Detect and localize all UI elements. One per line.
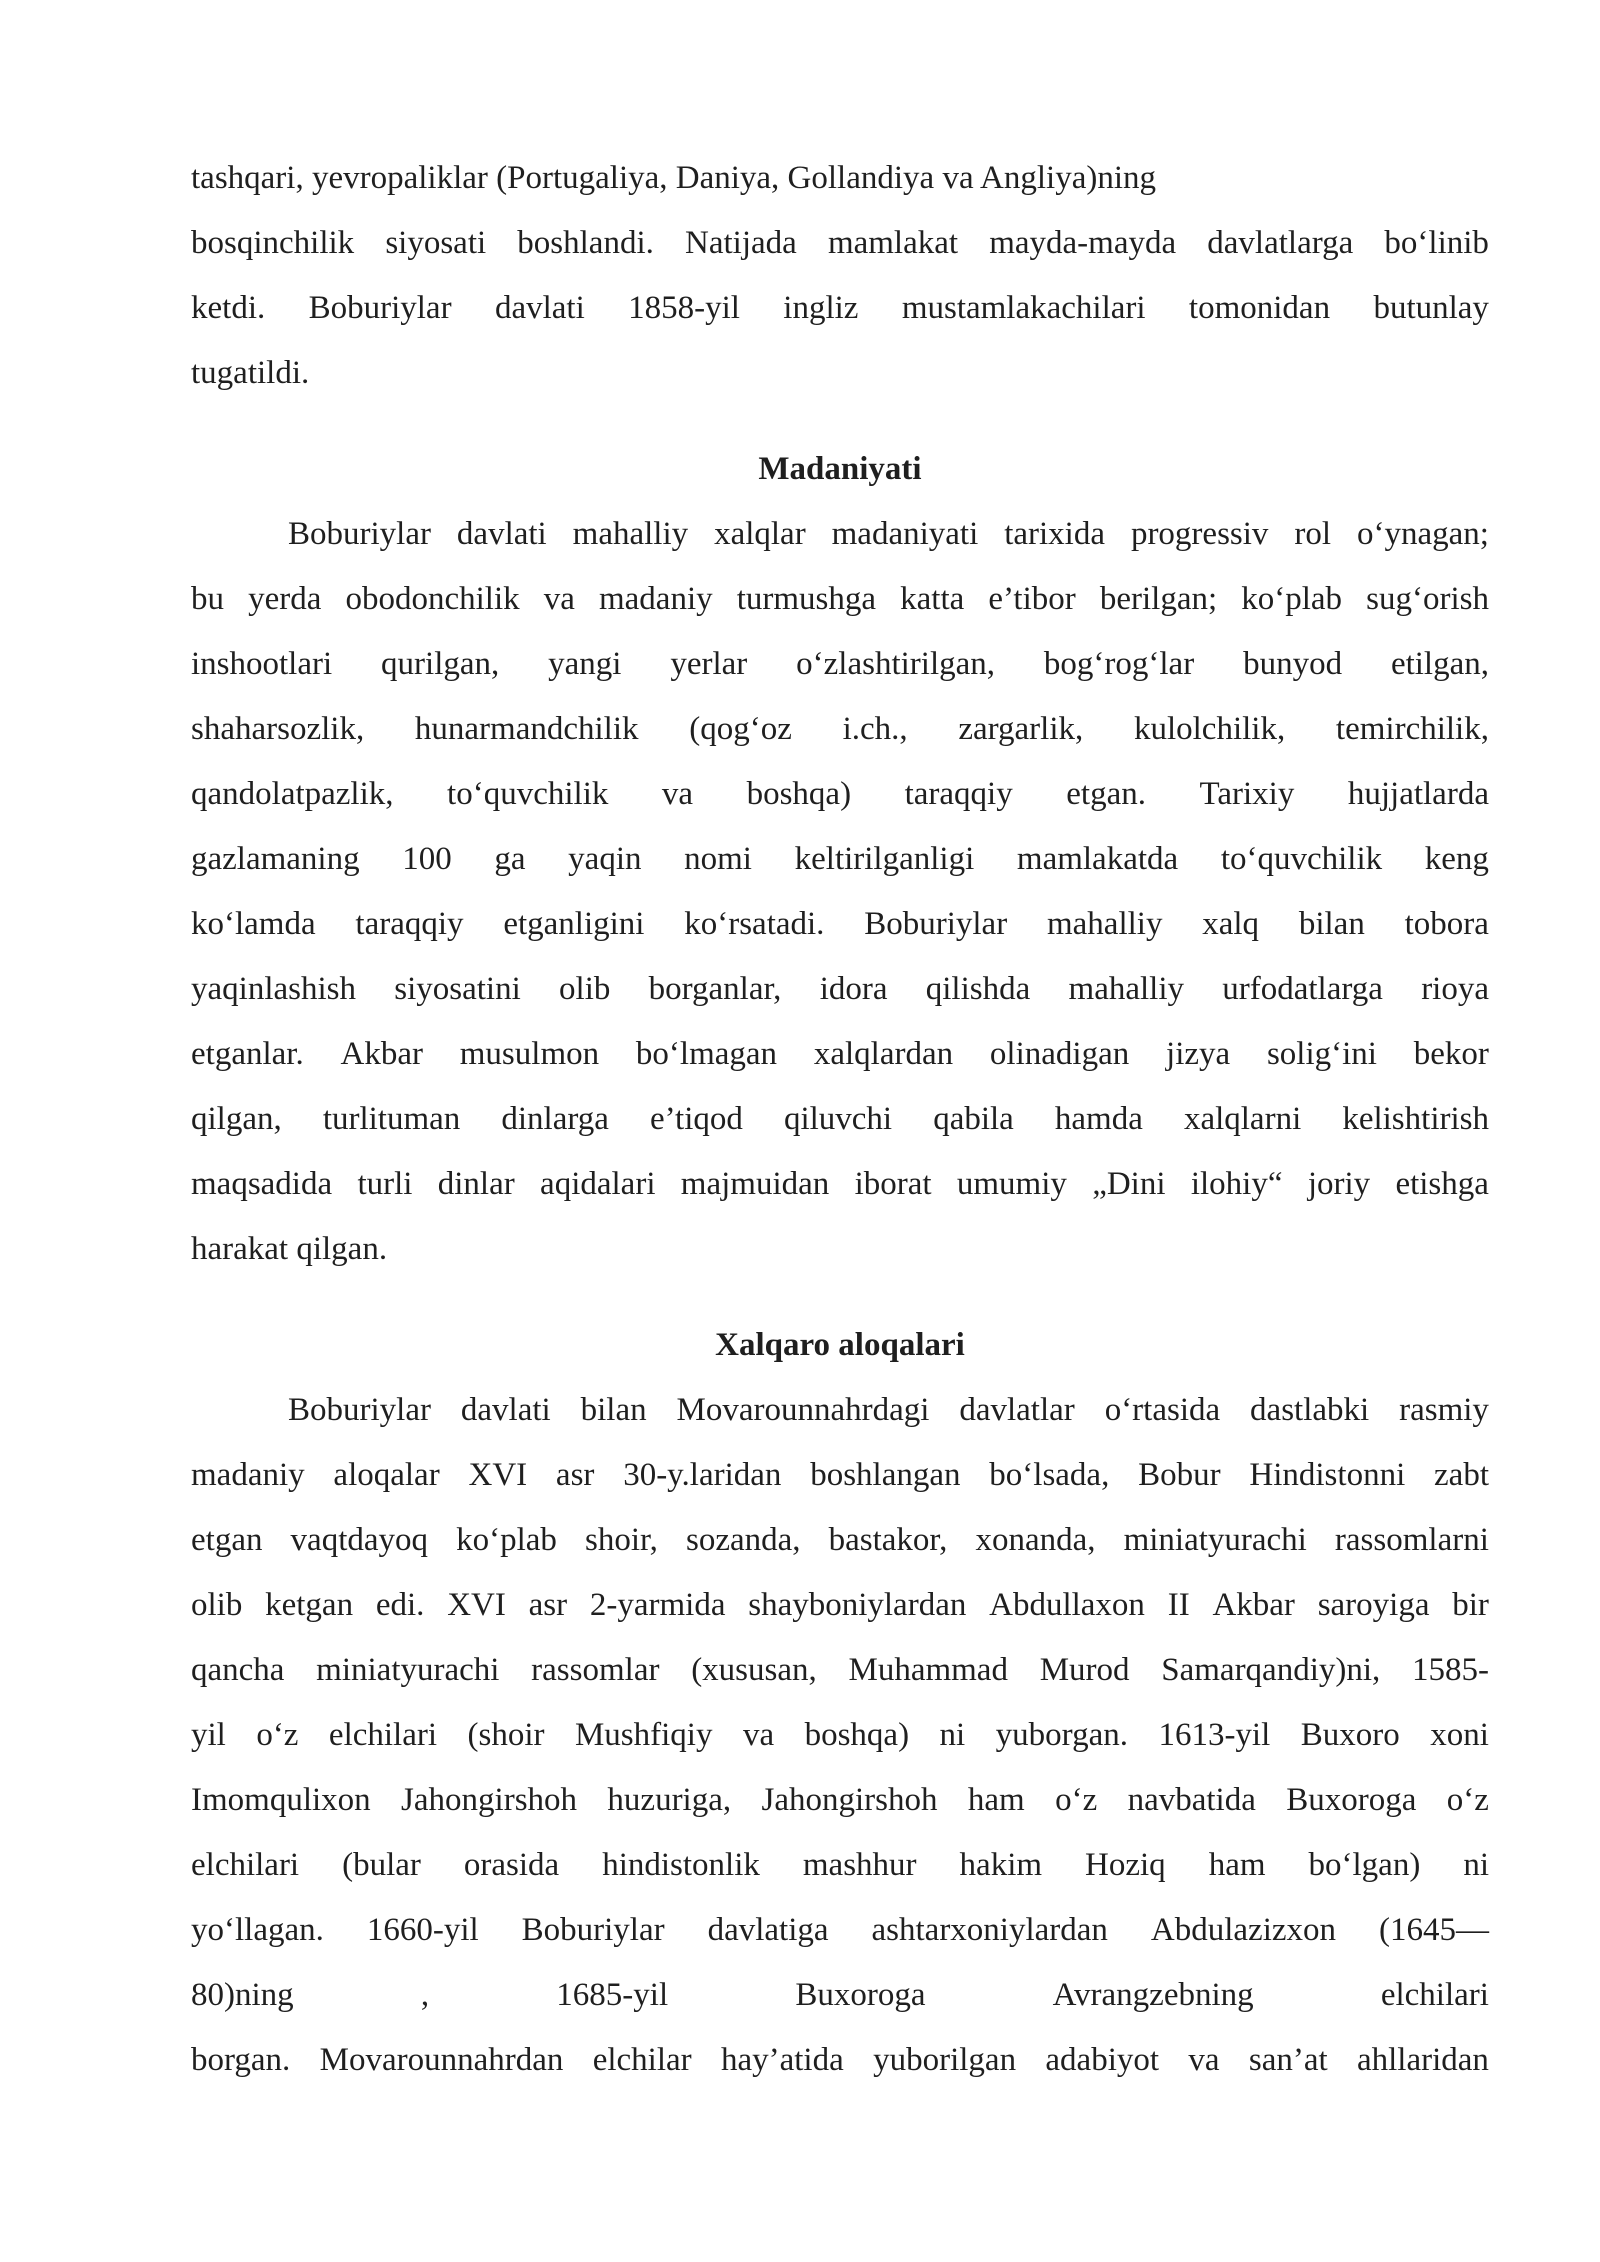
text-line (191, 1768, 1489, 1833)
word: madaniy (598, 581, 713, 617)
word: XVI (468, 1457, 528, 1493)
word: umumiy (956, 1166, 1067, 1202)
word: hunarmandchilik (414, 711, 639, 747)
word: bastakor, (828, 1522, 948, 1558)
word: madaniy (191, 1457, 305, 1493)
word: qiluvchi (783, 1101, 893, 1137)
word: boshlangan (810, 1457, 961, 1493)
word: mahalliy (1046, 906, 1163, 942)
word: yuborilgan (873, 2042, 1017, 2078)
word: dastlabki (1250, 1392, 1370, 1428)
word: yaqinlashish (191, 971, 356, 1007)
word: etishga (1395, 1166, 1489, 1202)
word: elchilari (191, 1847, 300, 1883)
word: bir (1452, 1587, 1489, 1623)
word: Imomqulixon (191, 1782, 371, 1818)
word: bo‘lmagan (635, 1036, 778, 1072)
word: bo‘lgan) (1308, 1847, 1421, 1883)
word: bu (191, 581, 224, 617)
word: hay’atida (720, 2042, 844, 2078)
word: Jahongirshoh (401, 1782, 578, 1818)
word: keltirilganligi (794, 841, 975, 877)
word: shaharsozlik, (191, 711, 365, 747)
word: qandolatpazlik, (191, 776, 394, 812)
text-line (191, 1443, 1489, 1508)
word: orasida (463, 1847, 560, 1883)
word: qilishda (925, 971, 1031, 1007)
word: ketdi. (191, 290, 266, 326)
word: qilgan, (191, 1101, 282, 1137)
word: mayda-mayda (989, 225, 1177, 261)
word: ni (939, 1717, 966, 1753)
word: XVI (447, 1587, 506, 1623)
word: aloqalar (333, 1457, 440, 1493)
word: ham (967, 1782, 1025, 1818)
word: shayboniylardan (748, 1587, 967, 1623)
word: etganligini (503, 906, 645, 942)
word: jizya (1166, 1036, 1231, 1072)
word: ko‘plab (456, 1522, 557, 1558)
word: Muhammad (848, 1652, 1008, 1688)
word: mustamlakachilari (901, 290, 1146, 326)
word: va (1188, 2042, 1220, 2078)
word: bunyod (1243, 646, 1343, 682)
word: yil (191, 1717, 226, 1753)
word: (shoir (467, 1717, 545, 1753)
word: rioya (1421, 971, 1489, 1007)
word: maqsadida (191, 1166, 333, 1202)
word: 30-y.laridan (623, 1457, 782, 1493)
word: turmushga (736, 581, 877, 617)
word: inshootlari (191, 646, 333, 682)
word: e’tiqod (649, 1101, 743, 1137)
text-line (191, 1378, 1489, 1443)
word: Akbar (1212, 1587, 1295, 1623)
text-line (191, 502, 1489, 567)
word: yerda (248, 581, 322, 617)
word: xonanda, (975, 1522, 1096, 1558)
word: hindistonlik (602, 1847, 760, 1883)
word: Movarounnahrdagi (676, 1392, 930, 1428)
word: elchilari (1380, 1977, 1489, 2013)
word: rasmiy (1399, 1392, 1489, 1428)
word: mahalliy (572, 516, 689, 552)
word: musulmon (459, 1036, 600, 1072)
word: xoni (1430, 1717, 1489, 1753)
word: ashtarxoniylardan (871, 1912, 1108, 1948)
word: „Dini (1092, 1166, 1166, 1202)
word: davlatlarga (1207, 225, 1354, 261)
word: ko‘rsatadi. (684, 906, 825, 942)
word: asr (555, 1457, 595, 1493)
word: turli (357, 1166, 413, 1202)
word: Buxoroga (1286, 1782, 1417, 1818)
word: 1585- (1412, 1652, 1489, 1688)
word: Avrangzebning (1052, 1977, 1254, 2013)
word: qurilgan, (381, 646, 500, 682)
word: xalqlarni (1183, 1101, 1302, 1137)
word: 2-yarmida (589, 1587, 726, 1623)
word: xalqlar (714, 516, 806, 552)
word: Movarounnahrdan (319, 2042, 564, 2078)
word: va (742, 1717, 775, 1753)
word: rassomlar (531, 1652, 660, 1688)
word: 100 (402, 841, 452, 877)
word: kelishtirish (1342, 1101, 1489, 1137)
word: o‘ynagan; (1356, 516, 1489, 552)
word: bog‘rog‘lar (1043, 646, 1195, 682)
word: yaqin (568, 841, 642, 877)
paragraph-xalqaro (191, 1378, 1489, 2093)
word: qabila (933, 1101, 1014, 1137)
word: saroyiga (1317, 1587, 1430, 1623)
word: mamlakatda (1016, 841, 1179, 877)
word: ni (1463, 1847, 1489, 1883)
word: Tarixiy (1199, 776, 1295, 812)
word: va (543, 581, 575, 617)
word: Bobur (1138, 1457, 1221, 1493)
word: berilgan; (1099, 581, 1218, 617)
word: obodonchilik (345, 581, 520, 617)
word: Abdullaxon (989, 1587, 1145, 1623)
word: yuborgan. (995, 1717, 1128, 1753)
word: 1685-yil (556, 1977, 669, 2013)
word: (qog‘oz (689, 711, 792, 747)
word: progressiv (1130, 516, 1269, 552)
word: e’tibor (988, 581, 1076, 617)
text-line (191, 632, 1489, 697)
word: ko‘plab (1241, 581, 1343, 617)
word: davlatiga (707, 1912, 829, 1948)
word: taraqqiy (355, 906, 464, 942)
word: etilgan, (1390, 646, 1489, 682)
word: shoir, (584, 1522, 658, 1558)
word: navbatida (1127, 1782, 1256, 1818)
word: olib (559, 971, 611, 1007)
word: 1858-yil (628, 290, 740, 326)
text-line (191, 1087, 1489, 1152)
word: mahalliy (1068, 971, 1184, 1007)
word: taraqqiy (904, 776, 1013, 812)
text-line (191, 827, 1489, 892)
word: bilan (1298, 906, 1365, 942)
word: Boburiylar (308, 290, 452, 326)
word: iborat (854, 1166, 932, 1202)
text-line: tugatildi. (191, 355, 310, 391)
word: urfodatlarga (1222, 971, 1383, 1007)
word: davlati (456, 516, 547, 552)
word: ahllaridan (1356, 2042, 1489, 2078)
paragraph-madaniyati (191, 502, 1489, 1282)
word: (xususan, (691, 1652, 817, 1688)
word: siyosati (385, 225, 487, 261)
word: mashhur (802, 1847, 917, 1883)
word: hujjatlarda (1347, 776, 1489, 812)
word: madaniyati (831, 516, 979, 552)
word: sozanda, (686, 1522, 801, 1558)
section-heading: Xalqaro aloqalari (715, 1327, 965, 1363)
word: katta (900, 581, 965, 617)
text-line (191, 1638, 1489, 1703)
word: sug‘orish (1366, 581, 1489, 617)
text-line (191, 1963, 1489, 2028)
word: kulolchilik, (1133, 711, 1286, 747)
word: Boburiylar (864, 906, 1008, 942)
word: yangi (548, 646, 622, 682)
word: ingliz (783, 290, 859, 326)
word: borganlar, (648, 971, 782, 1007)
word: o‘z (256, 1717, 299, 1753)
text-line (191, 957, 1489, 1022)
word: yo‘llagan. (191, 1912, 324, 1948)
word: ilohiy“ (1190, 1166, 1283, 1202)
word: to‘quvchilik (447, 776, 609, 812)
word: idora (819, 971, 888, 1007)
word: nomi (684, 841, 752, 877)
word: aqidalari (540, 1166, 656, 1202)
word: o‘rtasida (1104, 1392, 1221, 1428)
word: 80)ning (191, 1977, 294, 2013)
word: ketgan (265, 1587, 354, 1623)
text-line (191, 276, 1489, 341)
word: to‘quvchilik (1220, 841, 1383, 877)
word: zabt (1434, 1457, 1489, 1493)
word: hakim (959, 1847, 1043, 1883)
word: davlati (494, 290, 585, 326)
word: xalq (1202, 906, 1260, 942)
word: etganlar. (191, 1036, 304, 1072)
text-line: harakat qilgan. (191, 1231, 388, 1267)
word: adabiyot (1045, 2042, 1160, 2078)
word: tobora (1404, 906, 1489, 942)
word: etgan. (1066, 776, 1146, 812)
word: majmuidan (680, 1166, 830, 1202)
document-body (191, 146, 1489, 2093)
word: bosqinchilik (191, 225, 355, 261)
text-line (191, 1022, 1489, 1087)
word: vaqtdayoq (290, 1522, 429, 1558)
text-line (191, 762, 1489, 827)
word: boshlandi. (517, 225, 654, 261)
text-line: tashqari, yevropaliklar (Portugaliya, Daniya, Gollandiya va Angliya)ning (191, 160, 1156, 196)
text-line (191, 892, 1489, 957)
word: Jahongirshoh (761, 1782, 938, 1818)
word: bo‘linib (1384, 225, 1489, 261)
word: miniatyurachi (1123, 1522, 1307, 1558)
word: dinlar (437, 1166, 515, 1202)
text-line (191, 2028, 1489, 2093)
word: ham (1208, 1847, 1266, 1883)
word: o‘z (1055, 1782, 1098, 1818)
word: turlituman (322, 1101, 461, 1137)
word: rassomlarni (1334, 1522, 1489, 1558)
word: Buxoro (1300, 1717, 1400, 1753)
word: mamlakat (827, 225, 959, 261)
word: elchilari (328, 1717, 438, 1753)
word: temirchilik, (1335, 711, 1489, 747)
word: tarixida (1004, 516, 1105, 552)
word: II (1167, 1587, 1190, 1623)
word: yerlar (670, 646, 748, 682)
word: tomonidan (1188, 290, 1331, 326)
word: edi. (375, 1587, 425, 1623)
word: Murod (1039, 1652, 1130, 1688)
word: boshqa) (746, 776, 852, 812)
word: olib (191, 1587, 243, 1623)
word: gazlamaning (191, 841, 360, 877)
text-line (191, 1573, 1489, 1638)
word: dinlarga (501, 1101, 609, 1137)
word: miniatyurachi (316, 1652, 500, 1688)
word: o‘z (1446, 1782, 1489, 1818)
word: butunlay (1373, 290, 1489, 326)
word: o‘zlashtirilgan, (796, 646, 996, 682)
word: ko‘lamda (191, 906, 316, 942)
word: huzuriga, (607, 1782, 732, 1818)
word: asr (528, 1587, 568, 1623)
word: Boburiylar (288, 516, 431, 552)
word: i.ch., (842, 711, 908, 747)
word: zargarlik, (958, 711, 1084, 747)
word: keng (1424, 841, 1489, 877)
section-heading: Madaniyati (758, 451, 922, 487)
word: Hindistonni (1249, 1457, 1406, 1493)
text-line (191, 1833, 1489, 1898)
word: siyosatini (394, 971, 521, 1007)
text-line (191, 1508, 1489, 1573)
word: bilan (580, 1392, 647, 1428)
word: joriy (1307, 1166, 1371, 1202)
text-line (191, 697, 1489, 762)
word: (1645— (1378, 1912, 1489, 1948)
word: rol (1294, 516, 1332, 552)
word: etgan (191, 1522, 263, 1558)
word: borgan. (191, 2042, 291, 2078)
word: Boburiylar (521, 1912, 665, 1948)
word: Natijada (685, 225, 797, 261)
word: Abdulazizxon (1150, 1912, 1337, 1948)
text-line (191, 211, 1489, 276)
word: Hoziq (1085, 1847, 1166, 1883)
word: davlati (460, 1392, 551, 1428)
word: san’at (1248, 2042, 1328, 2078)
word: boshqa) (804, 1717, 910, 1753)
word: Akbar (340, 1036, 423, 1072)
word: , (420, 1977, 430, 2013)
word: qancha (191, 1652, 285, 1688)
word: Mushfiqiy (574, 1717, 713, 1753)
word: xalqlardan (813, 1036, 954, 1072)
text-line (191, 567, 1489, 632)
word: va (661, 776, 694, 812)
word: Samarqandiy)ni, (1161, 1652, 1381, 1688)
word: 1660-yil (366, 1912, 479, 1948)
word: ga (494, 841, 526, 877)
word: davlatlar (959, 1392, 1075, 1428)
text-line (191, 1898, 1489, 1963)
text-line (191, 1152, 1489, 1217)
word: elchilar (592, 2042, 692, 2078)
word: 1613-yil (1158, 1717, 1271, 1753)
paragraph-intro (191, 146, 1489, 406)
word: Buxoroga (795, 1977, 926, 2013)
word: olinadigan (989, 1036, 1130, 1072)
word: hamda (1054, 1101, 1143, 1137)
word: solig‘ini (1266, 1036, 1377, 1072)
word: (bular (342, 1847, 421, 1883)
text-line (191, 1703, 1489, 1768)
word: bekor (1413, 1036, 1489, 1072)
word: bo‘lsada, (989, 1457, 1110, 1493)
word: Boburiylar (288, 1392, 431, 1428)
